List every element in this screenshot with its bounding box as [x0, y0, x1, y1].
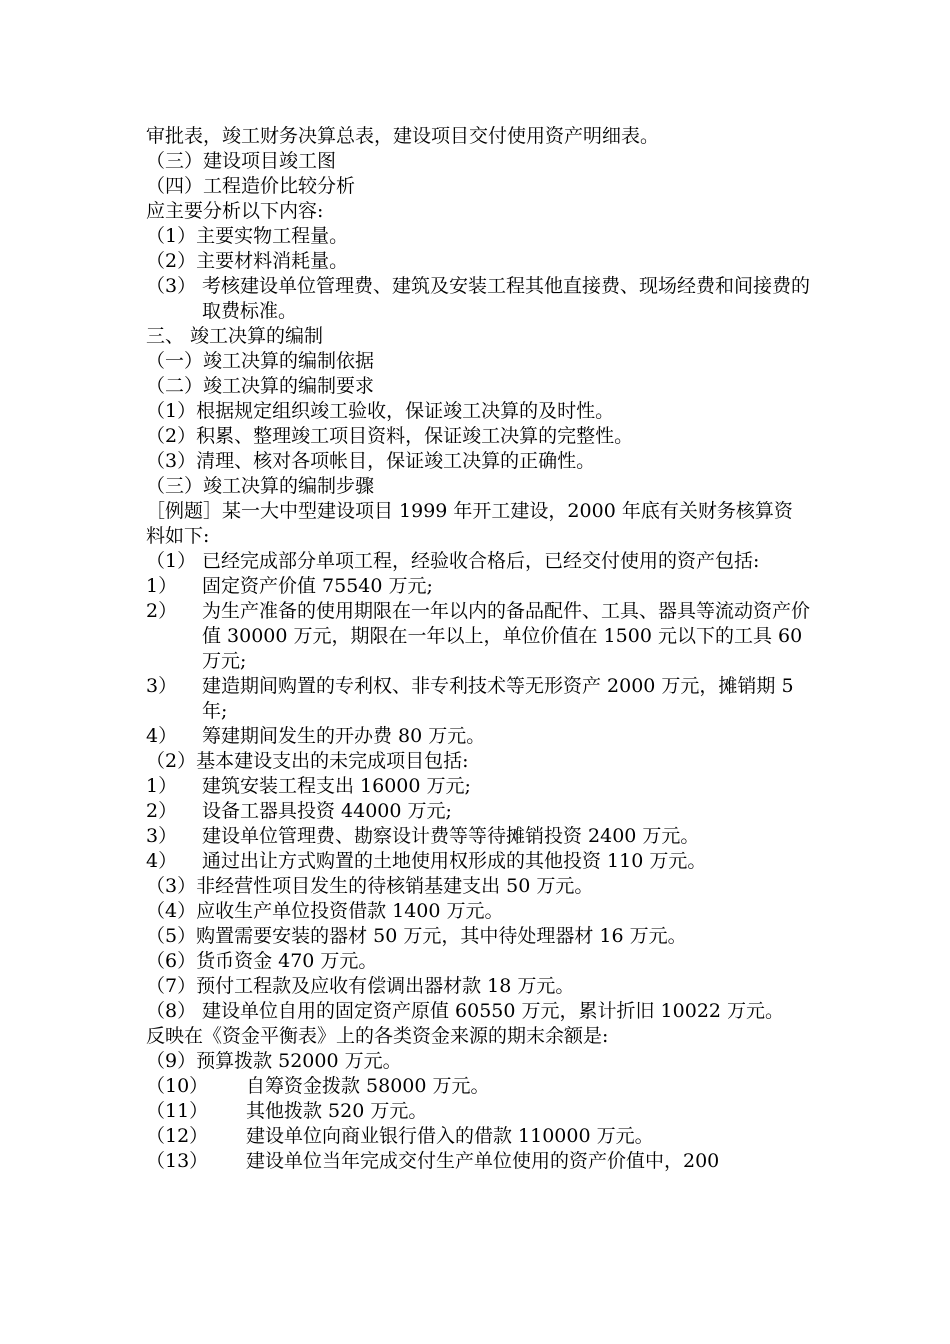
list-item	[146, 774, 811, 799]
document-body	[146, 124, 811, 1174]
list-item-number: 2）	[146, 800, 178, 822]
list-item	[146, 549, 811, 574]
list-item-number: 1）	[146, 575, 178, 597]
text-line: （7）预付工程款及应收有偿调出器材款 18 万元。	[146, 975, 575, 997]
text-line: （3）清理、核对各项帐目，保证竣工决算的正确性。	[146, 450, 596, 472]
list-item-text: 建筑安装工程支出 16000 万元;	[202, 775, 471, 797]
text-line: （三）建设项目竣工图	[146, 150, 337, 172]
list-item	[146, 799, 811, 824]
list-item-text: 考核建设单位管理费、建筑及安装工程其他直接费、现场经费和间接费的取费标准。	[202, 275, 811, 322]
list-item-number: （3）	[146, 275, 197, 297]
list-item-text: 建设单位管理费、勘察设计费等等待摊销投资 2400 万元。	[202, 825, 700, 847]
text-line: （4）应收生产单位投资借款 1400 万元。	[146, 900, 504, 922]
list-item-text: 其他拨款 520 万元。	[246, 1100, 428, 1122]
list-item-text: 设备工器具投资 44000 万元;	[202, 800, 452, 822]
list-item	[146, 724, 811, 749]
text-line: 应主要分析以下内容:	[146, 200, 324, 222]
list-item	[146, 599, 811, 674]
list-item-number: （11）	[146, 1100, 209, 1122]
text-line: （3）非经营性项目发生的待核销基建支出 50 万元。	[146, 875, 594, 897]
list-item	[146, 1099, 811, 1124]
text-line: （1）主要实物工程量。	[146, 225, 349, 247]
text-line: （四）工程造价比较分析	[146, 175, 356, 197]
list-item-number: 3）	[146, 675, 178, 697]
list-item-number: 3）	[146, 825, 178, 847]
list-item	[146, 849, 811, 874]
list-item-text: 建设单位向商业银行借入的借款 110000 万元。	[246, 1125, 654, 1147]
text-line: 反映在《资金平衡表》上的各类资金来源的期末余额是:	[146, 1025, 609, 1047]
list-item-number: （1）	[146, 550, 197, 572]
list-item	[146, 1124, 811, 1149]
list-item	[146, 274, 811, 324]
text-line: （2）积累、整理竣工项目资料，保证竣工决算的完整性。	[146, 425, 634, 447]
text-line: （一）竣工决算的编制依据	[146, 350, 375, 372]
list-item-number: （13）	[146, 1150, 209, 1172]
list-item	[146, 674, 811, 724]
paragraph: ［例题］某一大中型建设项目 1999 年开工建设，2000 年底有关财务核算资料如下:	[146, 500, 793, 547]
text-line: （1）根据规定组织竣工验收，保证竣工决算的及时性。	[146, 400, 615, 422]
text-line: （5）购置需要安装的器材 50 万元，其中待处理器材 16 万元。	[146, 925, 687, 947]
list-item-text: 通过出让方式购置的土地使用权形成的其他投资 110 万元。	[202, 850, 707, 872]
list-item-number: 4）	[146, 850, 178, 872]
list-item	[146, 1149, 811, 1174]
text-line: （6）货币资金 470 万元。	[146, 950, 378, 972]
list-item-text: 固定资产价值 75540 万元;	[202, 575, 433, 597]
list-item-text: 建设单位当年完成交付生产单位使用的资产价值中，200	[246, 1150, 720, 1172]
list-item-text: 建造期间购置的专利权、非专利技术等无形资产 2000 万元，摊销期 5 年;	[202, 675, 794, 722]
text-line: （三）竣工决算的编制步骤	[146, 475, 375, 497]
text-line: 审批表，竣工财务决算总表，建设项目交付使用资产明细表。	[146, 125, 660, 147]
list-item-text: 已经完成部分单项工程，经验收合格后，已经交付使用的资产包括:	[202, 550, 760, 572]
list-item-number: （10）	[146, 1075, 209, 1097]
text-line: 三、 竣工决算的编制	[146, 325, 324, 347]
list-item-text: 筹建期间发生的开办费 80 万元。	[202, 725, 486, 747]
list-item-number: （12）	[146, 1125, 209, 1147]
list-item-text: 自筹资金拨款 58000 万元。	[246, 1075, 490, 1097]
list-item-text: 为生产准备的使用期限在一年以内的备品配件、工具、器具等流动资产价值 30000 万元，期限在一年以上，单位价值在 1500 元以下的工具 60 万元;	[202, 600, 811, 672]
text-line: （9）预算拨款 52000 万元。	[146, 1050, 402, 1072]
list-item	[146, 999, 811, 1024]
list-item-number: 1）	[146, 775, 178, 797]
list-item-number: 4）	[146, 725, 178, 747]
list-item	[146, 1074, 811, 1099]
text-line: （二）竣工决算的编制要求	[146, 375, 375, 397]
list-item-text: 建设单位自用的固定资产原值 60550 万元，累计折旧 10022 万元。	[202, 1000, 785, 1022]
list-item-number: （8）	[146, 1000, 197, 1022]
text-line: （2）主要材料消耗量。	[146, 250, 349, 272]
list-item-number: 2）	[146, 600, 178, 622]
text-line: （2）基本建设支出的未完成项目包括:	[146, 750, 469, 772]
list-item	[146, 824, 811, 849]
list-item	[146, 574, 811, 599]
